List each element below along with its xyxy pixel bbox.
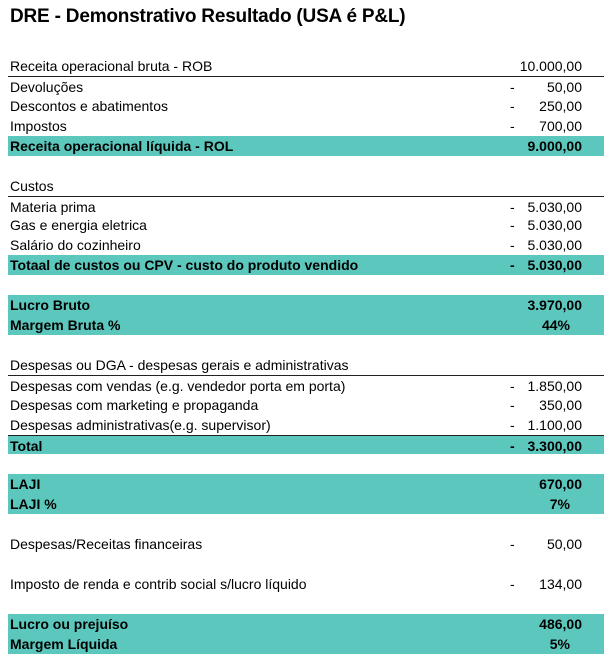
row-value: 9.000,00 — [527, 137, 582, 154]
row-margem-bruta[interactable] — [8, 315, 604, 335]
row-lucro-prejuizo[interactable] — [8, 614, 604, 634]
row-label: Materia prima — [10, 198, 96, 215]
row-sign: - — [510, 257, 515, 273]
row-sign: - — [510, 217, 515, 233]
row-gas-energia[interactable] — [8, 215, 604, 235]
row-value: 50,00 — [546, 79, 582, 95]
row-sign: - — [510, 576, 515, 592]
dre-table — [8, 56, 604, 654]
row-sign: - — [510, 117, 515, 134]
row-label: Margem Líquida — [10, 636, 118, 652]
row-value: 486,00 — [539, 616, 582, 632]
row-label: Despesas/Receitas financeiras — [10, 536, 203, 552]
row-despesas-administrativas[interactable] — [8, 415, 604, 435]
row-value: 1.100,00 — [527, 416, 582, 433]
blank-row — [8, 554, 604, 574]
row-custos-header[interactable] — [8, 176, 604, 196]
row-total-custos[interactable] — [8, 255, 604, 275]
row-impostos[interactable] — [8, 116, 604, 136]
row-label: Despesas com marketing e propaganda — [10, 396, 259, 413]
row-label: Receita operacional líquida - ROL — [10, 137, 234, 154]
row-laji-percent[interactable] — [8, 494, 604, 514]
row-label: Lucro Bruto — [10, 297, 91, 313]
row-despesas-financeiras[interactable] — [8, 534, 604, 554]
row-value: 5.030,00 — [527, 198, 582, 215]
row-label: Margem Bruta % — [10, 317, 121, 333]
row-receita-liquida[interactable] — [8, 136, 604, 156]
row-despesas-header[interactable] — [8, 355, 604, 375]
row-sign: - — [510, 97, 515, 114]
row-descontos[interactable] — [8, 96, 604, 116]
row-percent: 5% — [549, 636, 570, 652]
row-label: LAJI — [10, 476, 41, 492]
row-value: 700,00 — [539, 117, 582, 134]
blank-row — [8, 514, 604, 534]
row-sign: - — [510, 396, 515, 413]
blank-row — [8, 275, 604, 295]
row-label: Despesas administrativas(e.g. supervisor) — [10, 416, 271, 433]
row-value: 670,00 — [539, 476, 582, 492]
row-total-despesas[interactable] — [8, 435, 604, 455]
row-percent: 44% — [541, 317, 570, 333]
row-sign: - — [510, 198, 515, 215]
row-label: Lucro ou prejuíso — [10, 616, 129, 632]
page-title: DRE - Demonstrativo Resultado (USA é P&L) — [10, 6, 406, 27]
row-value: 350,00 — [539, 396, 582, 413]
row-value: 10.000,00 — [519, 58, 582, 74]
row-salario-cozinheiro[interactable] — [8, 235, 604, 255]
row-label: Totaal de custos ou CPV - custo do produto vendido — [10, 257, 359, 273]
row-percent: 7% — [549, 496, 570, 512]
row-devolucoes[interactable] — [8, 76, 604, 96]
row-value: 3.300,00 — [527, 437, 582, 454]
row-lucro-bruto[interactable] — [8, 295, 604, 315]
row-label: Devoluções — [10, 79, 84, 95]
row-despesas-marketing[interactable] — [8, 395, 604, 415]
row-label: LAJI % — [10, 496, 57, 512]
row-label: Despesas com vendas (e.g. vendedor porta em porta) — [10, 378, 346, 394]
row-value: 134,00 — [539, 576, 582, 592]
row-imposto-renda[interactable] — [8, 574, 604, 594]
row-receita-bruta[interactable] — [8, 56, 604, 76]
row-label: Descontos e abatimentos — [10, 97, 168, 114]
row-despesas-vendas[interactable] — [8, 375, 604, 395]
row-value: 3.970,00 — [527, 297, 582, 313]
row-value: 1.850,00 — [527, 378, 582, 394]
blank-row — [8, 594, 604, 614]
blank-row — [8, 335, 604, 355]
row-label: Receita operacional bruta - ROB — [10, 58, 213, 74]
row-sign: - — [510, 536, 515, 552]
row-sign: - — [510, 416, 515, 433]
row-sign: - — [510, 237, 515, 253]
row-value: 5.030,00 — [527, 217, 582, 233]
section-label: Despesas ou DGA - despesas gerais e administrativas — [10, 357, 349, 373]
row-value: 250,00 — [539, 97, 582, 114]
row-value: 5.030,00 — [527, 237, 582, 253]
blank-row — [8, 454, 604, 474]
row-label: Impostos — [10, 117, 67, 134]
row-value: 50,00 — [546, 536, 582, 552]
row-sign: - — [510, 437, 515, 454]
row-label: Total — [10, 437, 43, 454]
row-label: Imposto de renda e contrib social s/lucro líquido — [10, 576, 307, 592]
row-label: Gas e energia eletrica — [10, 217, 147, 233]
row-materia-prima[interactable] — [8, 196, 604, 216]
row-margem-liquida[interactable] — [8, 634, 604, 654]
blank-row — [8, 156, 604, 176]
row-label: Salário do cozinheiro — [10, 237, 141, 253]
row-value: 5.030,00 — [527, 257, 582, 273]
section-label: Custos — [10, 177, 54, 194]
row-sign: - — [510, 79, 515, 95]
row-laji[interactable] — [8, 474, 604, 494]
row-sign: - — [510, 378, 515, 394]
